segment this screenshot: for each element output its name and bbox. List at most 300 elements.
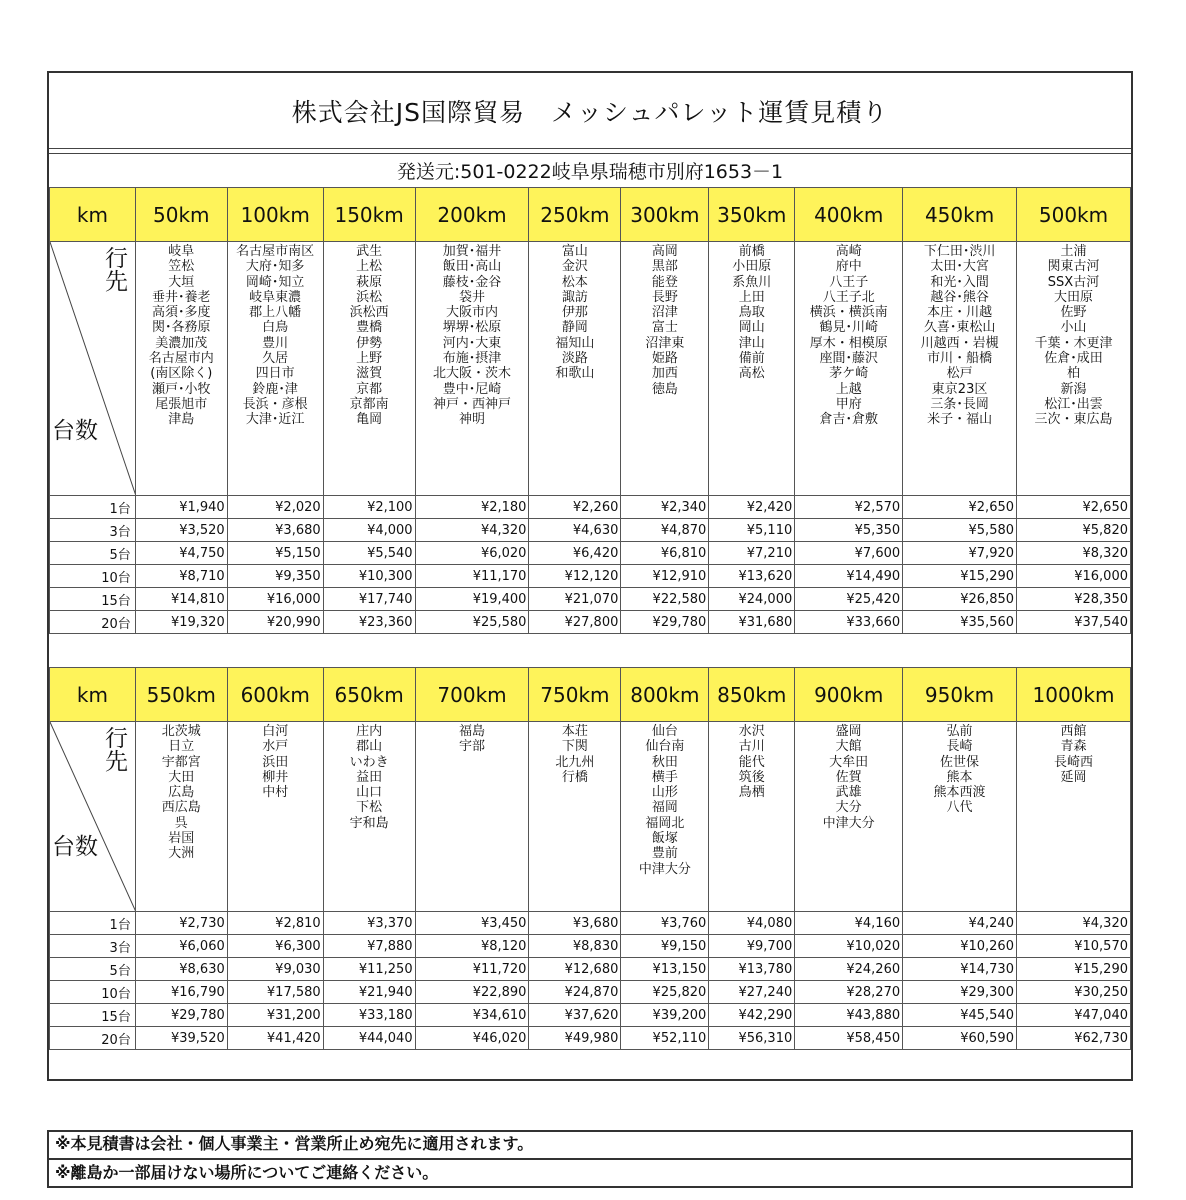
price-cell: ¥14,730 (903, 958, 1017, 981)
price-cell: ¥6,300 (227, 935, 323, 958)
destination-name: 下松 (356, 800, 383, 816)
destination-name: 熊本西渡 (933, 785, 986, 801)
price-cell: ¥27,800 (529, 611, 621, 634)
destination-name: 岐阜 (168, 244, 195, 259)
price-cell: ¥12,910 (621, 565, 709, 588)
corner-header (50, 722, 136, 912)
destination-name: 中津大分 (638, 861, 691, 877)
price-cell: ¥52,110 (621, 1027, 709, 1050)
price-row (50, 542, 1131, 565)
destination-name: 福岡北 (645, 815, 685, 831)
destination-name: 袋井 (459, 289, 486, 305)
destination-name: 加西 (651, 366, 678, 382)
destination-name: 津島 (168, 412, 195, 428)
destination-name: 府中 (835, 259, 862, 275)
price-cell: ¥28,350 (1017, 588, 1131, 611)
destination-name: 岡山 (738, 320, 765, 336)
price-cell: ¥4,000 (323, 519, 415, 542)
destination-name: 中津大分 (822, 815, 875, 831)
destination-name: 徳島 (651, 381, 678, 397)
destination-name: 長崎 (946, 739, 973, 755)
price-cell: ¥47,040 (1016, 1004, 1130, 1027)
price-cell: ¥19,320 (135, 611, 227, 634)
price-cell: ¥7,880 (323, 935, 415, 958)
distance-header: 1000km (1016, 668, 1130, 722)
distance-header: 500km (1017, 188, 1131, 242)
destination-name: 浜松西 (349, 305, 389, 321)
destination-name: 大牟田 (829, 754, 869, 770)
note-remote-islands: ※離島か一部届けない場所についてご連絡ください。 (47, 1158, 1133, 1188)
price-cell: ¥34,610 (415, 1004, 529, 1027)
price-cell: ¥3,680 (529, 912, 621, 935)
destination-cell (709, 242, 795, 496)
destination-name: 北大阪・茨木 (433, 366, 512, 382)
price-cell: ¥16,000 (227, 588, 323, 611)
destination-name: 倉吉･倉敷 (819, 412, 878, 428)
destination-name: 名古屋市内 (148, 351, 214, 367)
destination-name: 鳥取 (738, 305, 765, 321)
destination-name: 福知山 (555, 335, 595, 351)
destination-name: 佐倉･成田 (1044, 351, 1103, 367)
price-cell: ¥60,590 (903, 1027, 1017, 1050)
price-cell: ¥3,450 (415, 912, 529, 935)
destination-cell (1017, 242, 1131, 496)
price-row (50, 1027, 1131, 1050)
distance-header: 900km (795, 668, 903, 722)
destination-name: 呉 (174, 815, 188, 831)
destination-name: 福島 (459, 724, 486, 739)
destination-name: 盛岡 (835, 724, 862, 739)
destination-label: 行先 (101, 246, 127, 292)
price-row (50, 912, 1131, 935)
distance-header: 100km (227, 188, 323, 242)
destination-name: 下仁田･渋川 (923, 244, 996, 259)
price-cell: ¥12,120 (529, 565, 621, 588)
destination-cell (709, 722, 795, 912)
destination-name: 京都 (356, 381, 383, 397)
destination-cell (227, 722, 323, 912)
distance-header: 400km (795, 188, 903, 242)
price-cell: ¥4,870 (621, 519, 709, 542)
destination-name: 備前 (738, 351, 765, 367)
price-cell: ¥44,040 (323, 1027, 415, 1050)
destination-name: 甲府 (835, 396, 862, 412)
destination-name: 米子・福山 (927, 412, 993, 428)
destination-cell (1016, 722, 1130, 912)
destinations-row (50, 722, 1131, 912)
price-cell: ¥9,700 (709, 935, 795, 958)
distance-header: 200km (415, 188, 529, 242)
price-cell: ¥6,020 (415, 542, 529, 565)
price-cell: ¥10,300 (323, 565, 415, 588)
destination-name: 高須･多度 (152, 305, 211, 321)
destination-name: 小田原 (732, 259, 772, 275)
price-cell: ¥21,940 (323, 981, 415, 1004)
destination-cell (795, 722, 903, 912)
destination-name: 鈴鹿･津 (252, 381, 298, 397)
distance-header: 700km (415, 668, 529, 722)
price-cell: ¥15,290 (903, 565, 1017, 588)
document-title: 株式会社JS国際貿易 メッシュパレット運賃見積り (49, 73, 1131, 149)
destination-name: 富士 (651, 320, 678, 336)
destination-name: 鳥栖 (738, 785, 765, 801)
price-cell: ¥9,150 (621, 935, 709, 958)
destination-name: 大田 (168, 769, 195, 785)
destination-name: 大館 (835, 739, 862, 755)
distance-header: 850km (709, 668, 795, 722)
destination-name: 滋賀 (356, 366, 383, 382)
destination-name: 飯田･高山 (442, 259, 502, 275)
destination-name: 豊橋 (356, 320, 383, 336)
price-cell: ¥14,490 (795, 565, 903, 588)
destination-name: 尾張旭市 (155, 396, 208, 412)
destination-cell (323, 722, 415, 912)
price-cell: ¥2,650 (1017, 496, 1131, 519)
price-row (50, 611, 1131, 634)
price-cell: ¥11,170 (415, 565, 529, 588)
destination-name: 鶴見･川崎 (819, 320, 878, 336)
price-cell: ¥2,420 (709, 496, 795, 519)
destination-name: 白河 (262, 724, 289, 739)
price-cell: ¥6,060 (135, 935, 227, 958)
quantity-cell: 3台 (50, 935, 136, 958)
destination-name: 三条･長岡 (930, 396, 989, 412)
destination-name: 座間･藤沢 (819, 351, 878, 367)
quantity-cell: 15台 (50, 1004, 136, 1027)
destination-name: 松本 (561, 274, 588, 290)
destination-name: 岩国 (168, 831, 195, 847)
destination-name: 横浜・横浜南 (809, 305, 888, 321)
destination-label: 行先 (101, 726, 127, 772)
distance-header: 150km (323, 188, 415, 242)
price-cell: ¥2,810 (227, 912, 323, 935)
destination-name: 本庄・川越 (927, 305, 993, 321)
destination-name: 柳井 (262, 769, 289, 785)
price-cell: ¥2,650 (903, 496, 1017, 519)
distance-header: 350km (709, 188, 795, 242)
destination-cell (903, 242, 1017, 496)
distance-header: 250km (529, 188, 621, 242)
destination-name: 西館 (1060, 724, 1087, 739)
price-cell: ¥4,750 (135, 542, 227, 565)
destination-name: 宇和島 (349, 815, 389, 831)
price-cell: ¥22,890 (415, 981, 529, 1004)
destination-name: 浜田 (262, 754, 289, 770)
price-cell: ¥13,620 (709, 565, 795, 588)
destination-name: 亀岡 (356, 412, 383, 428)
corner-header (50, 242, 136, 496)
quantity-cell: 5台 (50, 542, 136, 565)
destination-name: 郡山 (356, 739, 383, 755)
destination-name: 西広島 (161, 800, 201, 816)
price-cell: ¥3,760 (621, 912, 709, 935)
destination-name: 飯塚 (651, 831, 678, 847)
destination-name: 大垣 (168, 274, 195, 290)
price-cell: ¥7,600 (795, 542, 903, 565)
destination-name: 庄内 (356, 724, 383, 739)
distance-header-row (50, 188, 1131, 242)
destination-name: 津山 (738, 335, 765, 351)
price-cell: ¥31,200 (227, 1004, 323, 1027)
destination-name: 山形 (651, 785, 678, 801)
destination-name: 上田 (738, 289, 765, 305)
destination-name: 上野 (356, 351, 383, 367)
destination-name: 水沢 (738, 724, 765, 739)
destination-name: 伊勢 (356, 335, 383, 351)
destination-name: 豊前 (651, 846, 678, 862)
destination-name: 長野 (651, 289, 678, 305)
price-cell: ¥35,560 (903, 611, 1017, 634)
destination-name: 岡崎･知立 (245, 274, 305, 290)
destination-name: 本荘 (561, 724, 588, 739)
destination-name: 大田原 (1054, 289, 1094, 305)
distance-header: 650km (323, 668, 415, 722)
destination-name: 久居 (262, 351, 289, 367)
price-cell: ¥37,540 (1017, 611, 1131, 634)
destination-name: 秋田 (651, 754, 678, 770)
price-cell: ¥17,580 (227, 981, 323, 1004)
destination-name: 神戸・西神戸 (433, 396, 512, 412)
price-cell: ¥2,180 (415, 496, 529, 519)
note-applicability: ※本見積書は会社・個人事業主・営業所止め宛先に適用されます。 (47, 1130, 1133, 1160)
destination-name: 八王子北 (822, 289, 875, 305)
destination-name: 郡上八幡 (249, 305, 302, 321)
price-cell: ¥15,290 (1016, 958, 1130, 981)
destination-name: 白鳥 (262, 320, 289, 336)
destination-name: 上越 (835, 381, 862, 397)
price-cell: ¥39,200 (621, 1004, 709, 1027)
price-row (50, 496, 1131, 519)
price-cell: ¥23,360 (323, 611, 415, 634)
price-cell: ¥7,920 (903, 542, 1017, 565)
destination-name: 弘前 (946, 724, 973, 739)
destination-name: 大府･知多 (245, 259, 305, 275)
destination-name: 北茨城 (161, 724, 201, 739)
distance-header: 450km (903, 188, 1017, 242)
destination-name: 神明 (459, 412, 486, 428)
destination-name: 松江･出雲 (1044, 396, 1103, 412)
price-cell: ¥24,260 (795, 958, 903, 981)
destination-name: 垂井･養老 (152, 289, 211, 305)
price-cell: ¥29,300 (903, 981, 1017, 1004)
destinations-row (50, 242, 1131, 496)
price-cell: ¥6,420 (529, 542, 621, 565)
price-cell: ¥6,810 (621, 542, 709, 565)
price-cell: ¥25,420 (795, 588, 903, 611)
distance-header: 600km (227, 668, 323, 722)
distance-header: 300km (621, 188, 709, 242)
price-cell: ¥20,990 (227, 611, 323, 634)
destination-name: 四日市 (255, 366, 295, 382)
destination-name: 大洲 (168, 846, 195, 862)
destination-name: 萩原 (356, 274, 383, 290)
price-cell: ¥41,420 (227, 1027, 323, 1050)
price-cell: ¥58,450 (795, 1027, 903, 1050)
destination-name: 佐野 (1060, 305, 1087, 321)
price-cell: ¥9,350 (227, 565, 323, 588)
price-row (50, 958, 1131, 981)
price-row (50, 981, 1131, 1004)
price-cell: ¥4,630 (529, 519, 621, 542)
quantity-cell: 20台 (50, 611, 136, 634)
price-cell: ¥16,790 (135, 981, 227, 1004)
price-row (50, 935, 1131, 958)
destination-name: 前橋 (738, 244, 765, 259)
price-cell: ¥11,250 (323, 958, 415, 981)
price-cell: ¥7,210 (709, 542, 795, 565)
price-cell: ¥5,150 (227, 542, 323, 565)
destination-cell (529, 242, 621, 496)
price-cell: ¥42,290 (709, 1004, 795, 1027)
price-cell: ¥4,240 (903, 912, 1017, 935)
price-cell: ¥14,810 (135, 588, 227, 611)
destination-name: 豊川 (262, 335, 289, 351)
destination-name: 青森 (1060, 739, 1087, 755)
quantity-cell: 5台 (50, 958, 136, 981)
destination-name: 大分 (835, 800, 862, 816)
price-cell: ¥5,540 (323, 542, 415, 565)
quantity-cell: 3台 (50, 519, 136, 542)
destination-name: 関･各務原 (152, 320, 211, 336)
destination-name: 高崎 (835, 244, 862, 259)
price-cell: ¥24,000 (709, 588, 795, 611)
destination-name: 黒部 (651, 259, 678, 275)
distance-header: 950km (903, 668, 1017, 722)
quantity-cell: 10台 (50, 981, 136, 1004)
destination-cell (621, 722, 709, 912)
price-cell: ¥5,580 (903, 519, 1017, 542)
destination-name: 高松 (738, 366, 765, 382)
distance-header: 750km (529, 668, 621, 722)
destination-name: 越谷･熊谷 (930, 289, 989, 305)
price-cell: ¥2,020 (227, 496, 323, 519)
destination-name: 河内･大東 (442, 335, 502, 351)
destination-name: 佐世保 (940, 754, 980, 770)
destination-name: SSX古河 (1047, 274, 1100, 290)
price-cell: ¥25,580 (415, 611, 529, 634)
destination-name: 豊中･尼崎 (442, 381, 502, 397)
price-cell: ¥2,100 (323, 496, 415, 519)
destination-cell (795, 242, 903, 496)
price-cell: ¥39,520 (135, 1027, 227, 1050)
destination-name: 高岡 (651, 244, 678, 259)
price-cell: ¥13,780 (709, 958, 795, 981)
price-cell: ¥5,110 (709, 519, 795, 542)
price-cell: ¥45,540 (903, 1004, 1017, 1027)
price-cell: ¥13,150 (621, 958, 709, 981)
destination-cell (323, 242, 415, 496)
price-cell: ¥30,250 (1016, 981, 1130, 1004)
price-cell: ¥8,830 (529, 935, 621, 958)
destination-name: 太田･大宮 (930, 259, 989, 275)
destination-cell (415, 722, 529, 912)
price-cell: ¥8,120 (415, 935, 529, 958)
destination-cell (135, 722, 227, 912)
quantity-cell: 20台 (50, 1027, 136, 1050)
destination-name: 三次・東広島 (1034, 412, 1113, 428)
price-cell: ¥46,020 (415, 1027, 529, 1050)
price-cell: ¥19,400 (415, 588, 529, 611)
destination-cell (227, 242, 323, 496)
destination-name: 系魚川 (732, 274, 772, 290)
destination-name: 水戸 (262, 739, 289, 755)
quantity-cell: 15台 (50, 588, 136, 611)
destination-name: (南区除く) (150, 366, 213, 382)
destination-name: 伊那 (561, 305, 588, 321)
destination-name: 東京23区 (931, 381, 988, 397)
destination-cell (529, 722, 621, 912)
destination-name: 佐賀 (835, 769, 862, 785)
destination-name: 富山 (561, 244, 588, 259)
destination-name: 加賀･福井 (442, 244, 502, 259)
price-cell: ¥62,730 (1016, 1027, 1130, 1050)
price-cell: ¥5,820 (1017, 519, 1131, 542)
price-cell: ¥8,710 (135, 565, 227, 588)
destination-name: 関東古河 (1047, 259, 1100, 275)
quantity-cell: 1台 (50, 912, 136, 935)
destination-name: 益田 (356, 769, 383, 785)
destination-name: 長崎西 (1053, 754, 1093, 770)
destination-cell (903, 722, 1017, 912)
destination-name: 広島 (168, 785, 195, 801)
distance-header: 800km (621, 668, 709, 722)
destination-name: 横手 (651, 769, 678, 785)
destination-name: 笠松 (168, 259, 195, 275)
destination-name: 淡路 (561, 351, 588, 367)
price-cell: ¥4,320 (415, 519, 529, 542)
destination-name: 茅ケ崎 (829, 366, 869, 382)
destination-name: 宇部 (459, 739, 486, 755)
price-row (50, 588, 1131, 611)
destination-name: 古川 (738, 739, 765, 755)
price-cell: ¥27,240 (709, 981, 795, 1004)
quantity-cell: 10台 (50, 565, 136, 588)
price-cell: ¥37,620 (529, 1004, 621, 1027)
price-cell: ¥25,820 (621, 981, 709, 1004)
price-cell: ¥10,570 (1016, 935, 1130, 958)
destination-name: 新潟 (1060, 381, 1087, 397)
price-row (50, 1004, 1131, 1027)
destination-name: 八代 (946, 800, 973, 816)
destination-name: 山口 (356, 785, 383, 801)
destination-name: 姫路 (651, 351, 678, 367)
price-cell: ¥10,020 (795, 935, 903, 958)
price-cell: ¥11,720 (415, 958, 529, 981)
price-cell: ¥8,320 (1017, 542, 1131, 565)
destination-name: 能代 (738, 754, 765, 770)
destination-name: 浜松 (356, 289, 383, 305)
price-cell: ¥33,660 (795, 611, 903, 634)
destination-name: 武雄 (835, 785, 862, 801)
destination-name: 京都南 (349, 396, 389, 412)
price-cell: ¥56,310 (709, 1027, 795, 1050)
price-cell: ¥1,940 (135, 496, 227, 519)
destination-name: 福岡 (651, 800, 678, 816)
price-cell: ¥2,730 (135, 912, 227, 935)
price-cell: ¥2,570 (795, 496, 903, 519)
distance-header-row (50, 668, 1131, 722)
destination-name: 八王子 (829, 274, 869, 290)
destination-name: 堺堺･松原 (442, 320, 502, 336)
destination-name: 沼津東 (645, 335, 685, 351)
destination-name: 和歌山 (555, 366, 595, 382)
destination-name: 柏 (1067, 366, 1081, 382)
price-cell: ¥28,270 (795, 981, 903, 1004)
price-cell: ¥3,370 (323, 912, 415, 935)
km-label: km (50, 188, 136, 242)
destination-name: 名古屋市南区 (236, 244, 315, 259)
km-label: km (50, 668, 136, 722)
